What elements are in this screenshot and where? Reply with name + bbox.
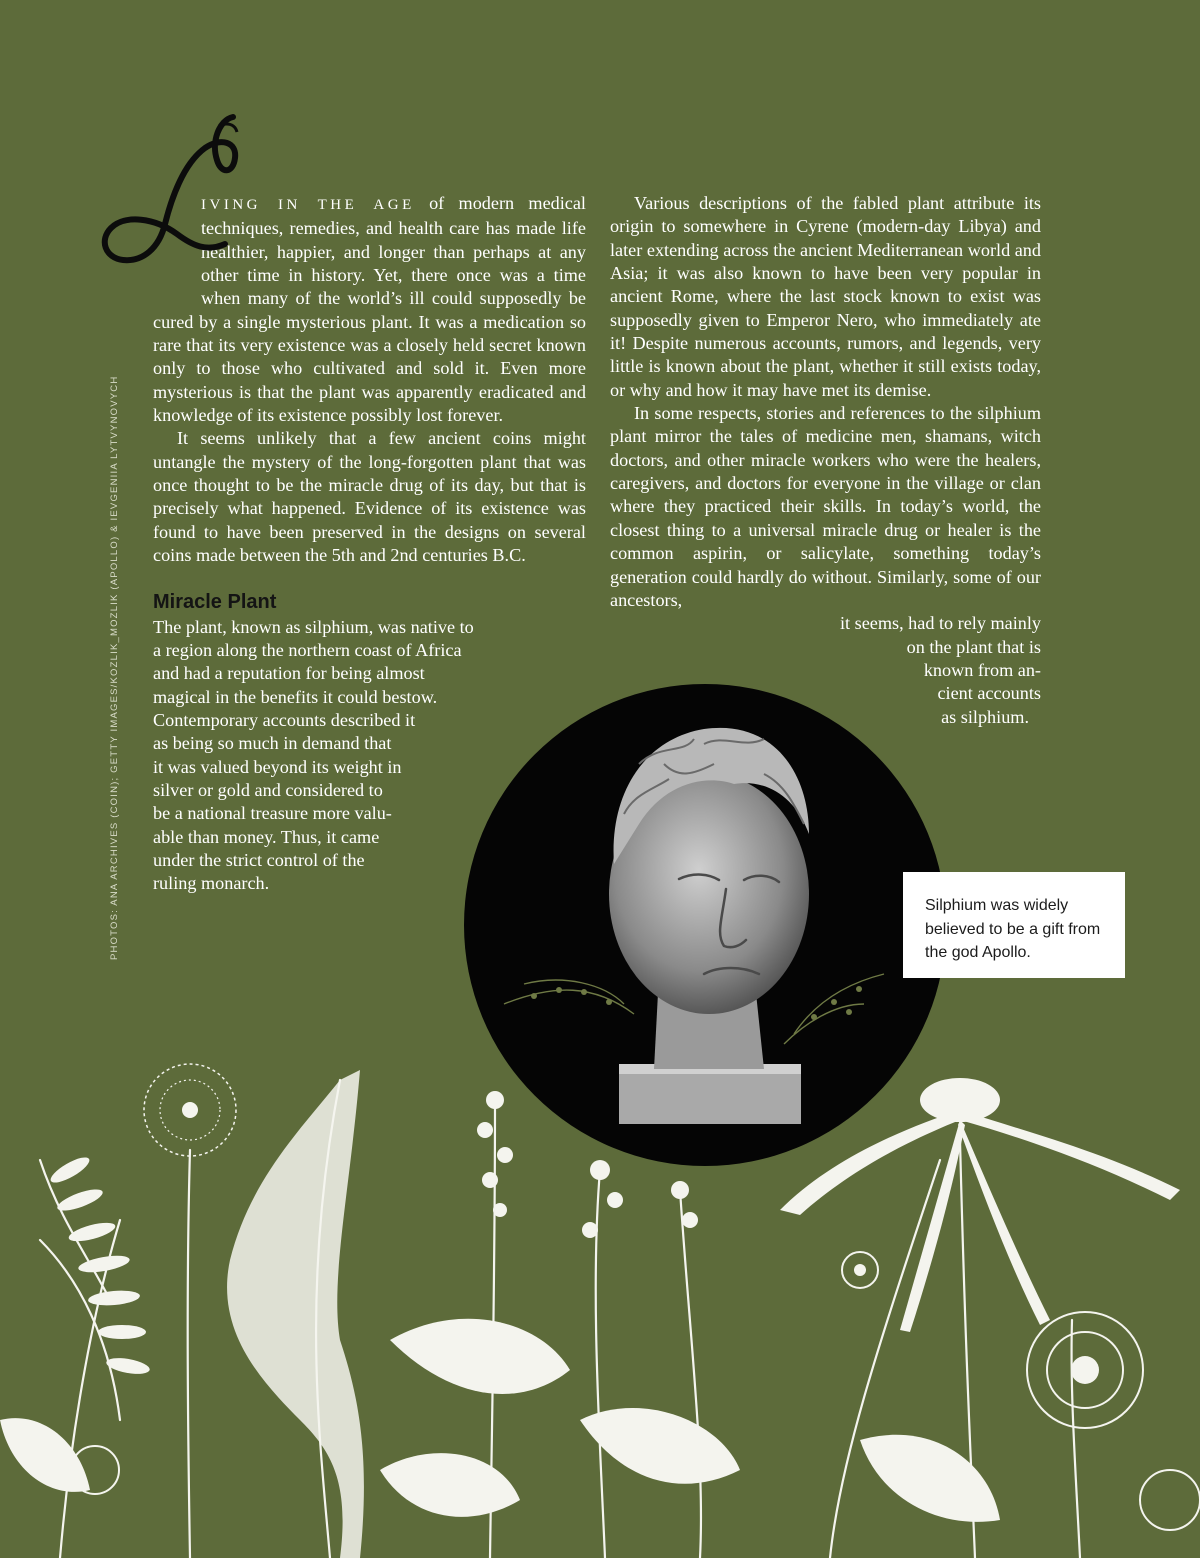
photo-credit: PHOTOS: ANA ARCHIVES (COIN); GETTY IMAGES/KOZLIK_MOZLIK (APOLLO) & IEVGENIIA LYTVYNOVYCH (109, 375, 120, 960)
text-line: be a national treasure more valu- (153, 803, 392, 824)
text-line: cient accounts (937, 683, 1041, 704)
photo-caption-box: Silphium was widely believed to be a gift from the god Apollo. (903, 872, 1125, 978)
intro-paragraph (153, 192, 586, 427)
text-line: Contemporary accounts described it (153, 709, 416, 730)
lead-text: of modern medical techniques, remedies, and health care has made life healthier, happier, and longer than perhaps at any other time in history. Yet, there once was a time when many of the world’s ill could supposedly be cured by a single mysterious plant. It was a medication so rare that its very existence was a closely held secret known only to those who cultivated and sold it. Even more mysterious is that the plant was apparently eradicated and knowledge of its existence possibly lost forever. (153, 193, 586, 426)
text-line: on the plant that is (906, 636, 1041, 657)
text-line: magical in the benefits it could bestow. (153, 686, 438, 707)
text-line: ruling monarch. (153, 873, 270, 894)
text-line: as silphium. (941, 706, 1029, 727)
apollo-bust-image (464, 684, 946, 1166)
text-line: The plant, known as silphium, was native to (153, 616, 474, 637)
text-line: it seems, had to rely mainly (839, 613, 1041, 634)
paragraph-coins: It seems unlikely that a few ancient coins might untangle the mystery of the long-forgotten plant that was once thought to be the miracle drug of its day, but that is precisely what happened. Evidence of its existence was found to have been preserved in the designs on several coins made between the 5th and 2nd centuries B.C. (153, 428, 586, 566)
lead-smallcaps: IVING IN THE AGE (201, 197, 415, 213)
paragraph-origins: Various descriptions of the fabled plant attribute its origin to somewhere in Cyrene (modern-day Libya) and later extending across the ancient Mediterranean world and Asia; it was also known to have been very popular in ancient Rome, where the last stock known to exist was supposedly given to Emperor Nero, who immediately ate it! Despite numerous accounts, rumors, and legends, very little is known about the plant, whether it still exists today, or why and how it may have met its demise. (610, 193, 1041, 400)
text-line: able than money. Thus, it came (153, 826, 380, 847)
text-line: known from an- (923, 659, 1041, 680)
text-line: under the strict control of the (153, 849, 365, 870)
text-line: a region along the northern coast of Africa (153, 639, 462, 660)
text-line: as being so much in demand that (153, 733, 392, 754)
right-column (610, 192, 1041, 729)
text-line: it was valued beyond its weight in (153, 756, 402, 777)
paragraph-medicine: In some respects, stories and references to the silphium plant mirror the tales of medicine men, shamans, witch doctors, and other miracle workers who were the healers, caregivers, and doctors for everyone in the village or clan where they practiced their skills. In today’s world, the closest thing to a universal miracle drug or healer is the common aspirin, or salicylate, something today’s generation could hardly do without. Similarly, some of our ancestors, (610, 403, 1041, 610)
apollo-bust-illustration (464, 684, 946, 1166)
drop-cap-l-icon (101, 112, 251, 272)
drop-cap (101, 192, 201, 305)
text-line: and had a reputation for being almost (153, 663, 425, 684)
text-line: silver or gold and considered to (153, 779, 383, 800)
section-heading: Miracle Plant (153, 590, 277, 613)
